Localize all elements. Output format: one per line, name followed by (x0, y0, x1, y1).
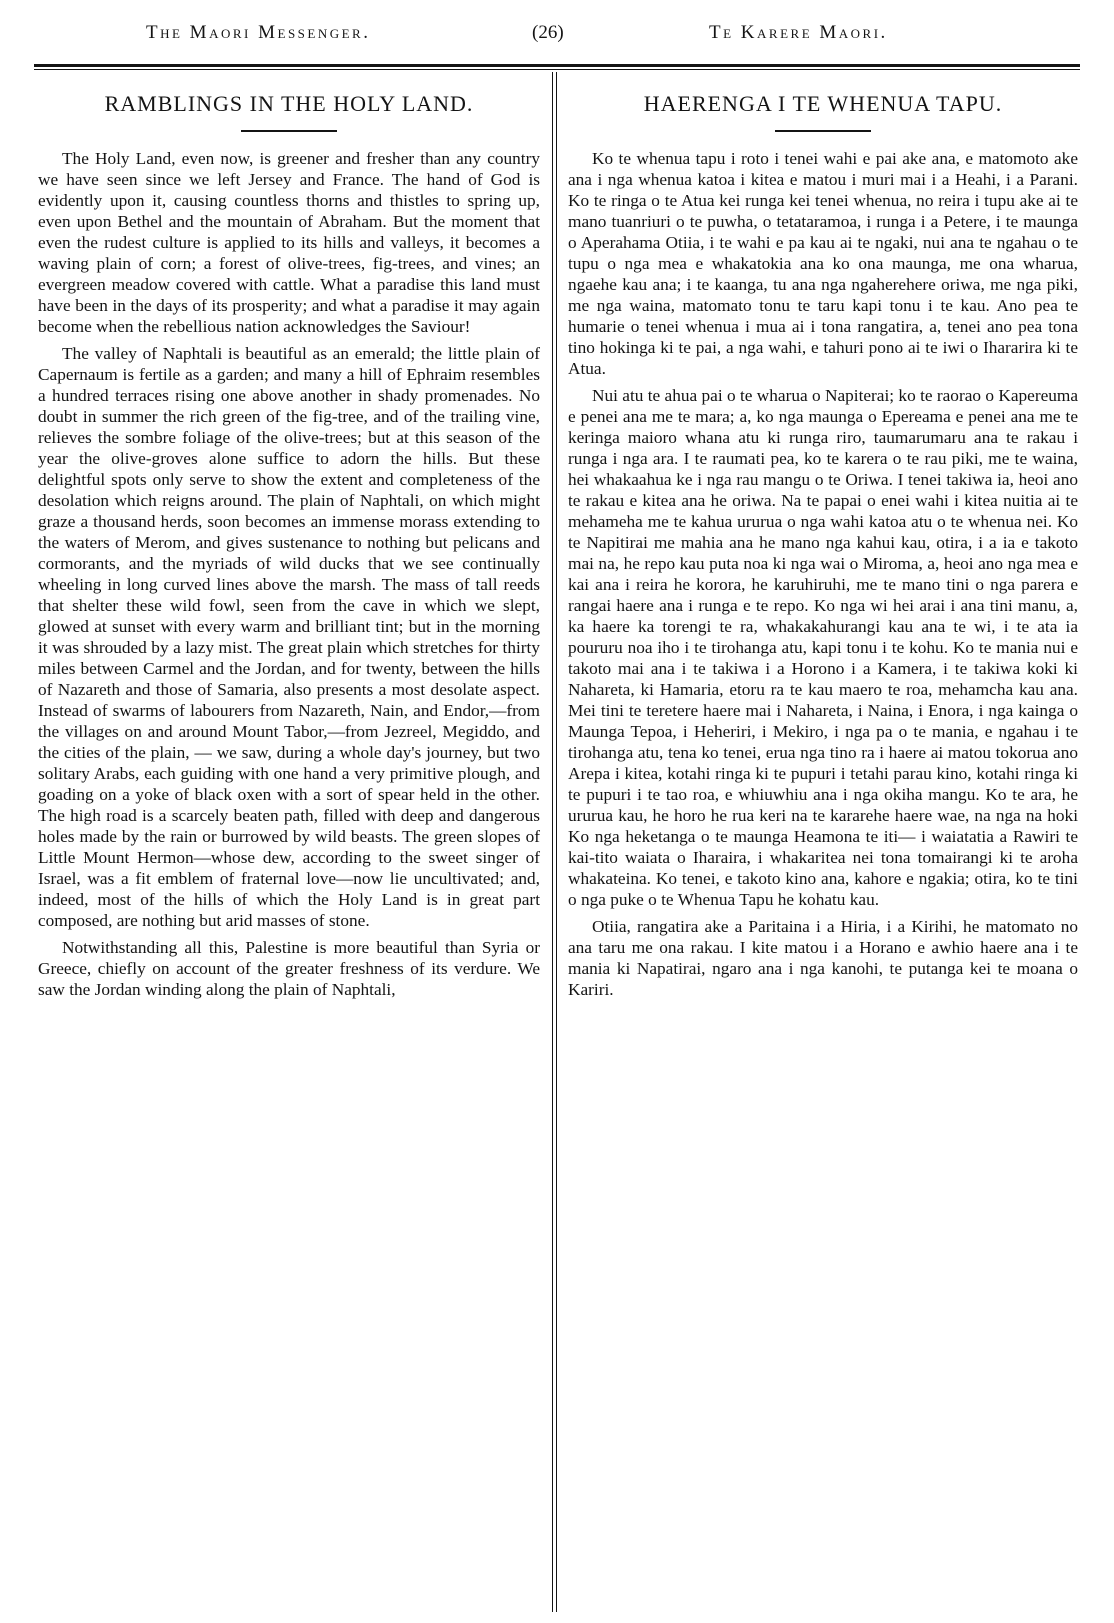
maori-title: HAERENGA I TE WHENUA TAPU. (643, 91, 1003, 116)
title-rule (241, 130, 337, 132)
maori-paragraph: Ko te whenua tapu i roto i tenei wahi e pai ake ana, e matomoto ake ana i nga whenua katoa i kitea e matou i muri mai i a Heahi, i a Parani. Ko te ringa o te Atua kei runga kei tenei whenua, no reira i tupu ake ai te mano tuanriuri o te puwha, o tetataramoa, i runga i a Petere, i te maunga o Aperahama Otiia, i te wahi e pa kau ai te ngaki, nui ana te ngahau o te tupu o nga mea e whakatokia ana ko ona maunga, me ona wharua, ngaehe kau ana; i te kaanga, tu ana nga ngaherehere oriwa, me nga piki, me nga waina, matomato tonu te taru kapi tonu i te kau. Ano pea te humarie o tenei whenua i mua ai i tona rangatira, a, tenei ano pea tona tino hokinga ki te pai, a nga wahi, e tahuri pono ai te iwi o Ihararira ki te Atua. (568, 149, 1078, 378)
running-head (34, 22, 1080, 52)
running-head-maori: Te Karere Maori. (709, 22, 888, 43)
maori-paragraph: Nui atu te ahua pai o te wharua o Napiterai; ko te raorao o Kapereuma e penei ana me te mara; a, ko nga maunga o Epereama e penei ana me te keringa maioro whana atu ki runga riro, taumarumaru ana te rakau i runga i nga ara. I te raumati pea, ko te karera o te rau piki, me te waina, hei whakaahua ke i nga rau mangu o te Oriwa. I tenei takiwa ia, heoi ano te rakau e kitea ana he oriwa. Na te papai o enei wahi i kitea nuitia ai te mehameha me te kahua ururua o nga wahi katoa atu o te whenua nei. Ko te Napitirai me mahia ana he mano nga kahui kau, otira, i a ia e takoto mai na, he repo kau puta noa ki nga wai o Miroma, a, heoi ano nga mea e kai ana i reira he korora, he karuhiruhi, me te mano tini o nga parera e rangai haere ana i runga e te repo. Ko nga wi hei arai i ana tini manu, a, ka haere ka torengi te ra, whakakahurangi kau ana te wi, i te ata ia poururu noa iho i te tirohanga atu, kapi tonu i te kohu. Ko te mania nui e takoto mai ana i te takiwa i a Horono i a Kamera, i te takiwa koki ki Nahareta, ki Hamaria, etoru ra te kau maero te roa, mehamcha kau ana. Mei tini te teretere haere mai i Nahareta, i Naina, i Enora, i nga kainga o Maunga Tepoa, i Heheriri, i Mekiro, i nga pa o te mania, e ngahau i te tirohanga atu, tena ko tenei, erua nga tino ra i haere ai matou tokorua ano Arepa i kitea, kotahi ringa ki te pupuri i tetahi parau kino, kotahi ringa ki te pupuri i te tao roa, e whiuwhiu ana i nga okiha mangu. Ko te ara, he ururua kau, he horo he rua keri na te kararehe haere wae, na nga na hoki Ko nga heketanga o te maunga Heamona te iti— i waiatatia a Rawiri te kai-tito waiata o Iharaira, i whakaritea nei tona tomairangi ki te aroha whakateina. Ko tenei, e takoto kino ana, kahore e ngakia; otira, ko te tini o nga puke o te Whenua Tapu he kohatu kau. (568, 386, 1078, 909)
english-paragraph: The valley of Naphtali is beautiful as an emerald; the little plain of Capernaum is fertile as a garden; and many a hill of Ephraim resembles a hundred terraces rising one above another in shady promenades. No doubt in summer the rich green of the fig-tree, and of the trailing vine, relieves the sombre foliage of the olive-trees; but at this season of the year the olive-groves alone suffice to adorn the hills. But these delightful spots only serve to show the extent and completeness of the desolation which reigns around. The plain of Naphtali, on which might graze a thousand herds, soon becomes an immense morass extending to the waters of Merom, and gives sustenance to nothing but pelicans and cormorants, and the myriads of wild ducks that we see continually wheeling in long curved lines above the marsh. The mass of tall reeds that shelter these wild fowl, seen from the cave in which we slept, glowed at sunset with every warm and brilliant tint; but in the morning it was shrouded by a lazy mist. The great plain which stretches for thirty miles between Carmel and the Jordan, and for twenty, between the hills of Nazareth and those of Samaria, also presents a most desolate aspect. Instead of swarms of labourers from Nazareth, Nain, and Endor,—from the villages on and around Mount Tabor,—from Jezreel, Megiddo, and the cities of the plain, — we saw, during a whole day's journey, but two solitary Arabs, each guiding with one hand a very primitive plough, and goading on a yoke of black oxen with a sort of spear held in the other. The high road is a scarcely beaten path, filled with deep and dangerous holes made by the rain or burrowed by wild beasts. The green slopes of Little Mount Hermon—whose dew, according to the sweet singer of Israel, was a fit emblem of fraternal love—now lie uncultivated; and, indeed, most of the hills of which the Holy Land is in great part composed, are nothing but arid masses of stone. (38, 344, 540, 930)
page-number: (26) (532, 22, 564, 43)
running-head-english: The Maori Messenger. (146, 22, 371, 43)
english-column (38, 84, 540, 1006)
maori-paragraph: Otiia, rangatira ake a Paritaina i a Hiria, i a Kirihi, he matomato no ana taru me ona rakau. I kite matou i a Horano e awhio haere ana i te mania ki Napatirai, ngaro ana i nga kanohi, te putanga kei te moana o Kariri. (568, 917, 1078, 999)
header-rule-thick (34, 64, 1080, 67)
header-rule-thin (34, 69, 1080, 70)
maori-column (568, 84, 1078, 1006)
column-divider (552, 72, 553, 1612)
title-rule (775, 130, 871, 132)
english-title: RAMBLINGS IN THE HOLY LAND. (104, 91, 474, 116)
english-paragraph: The Holy Land, even now, is greener and fresher than any country we have seen since we left Jersey and France. The hand of God is evidently upon it, causing countless thorns and thistles to spring up, even upon Bethel and the mountain of Abraham. But the moment that even the rudest culture is applied to its hills and valleys, it becomes a waving plain of corn; a forest of olive-trees, fig-trees, and vines; an evergreen meadow covered with cattle. What a paradise this land must have been in the days of its prosperity; and what a paradise it may again become when the rebellious nation acknowledges the Saviour! (38, 149, 540, 336)
english-paragraph: Notwithstanding all this, Palestine is more beautiful than Syria or Greece, chiefly on account of the greater freshness of its verdure. We saw the Jordan winding along the plain of Naphtali, (38, 938, 540, 999)
column-divider (556, 72, 557, 1612)
